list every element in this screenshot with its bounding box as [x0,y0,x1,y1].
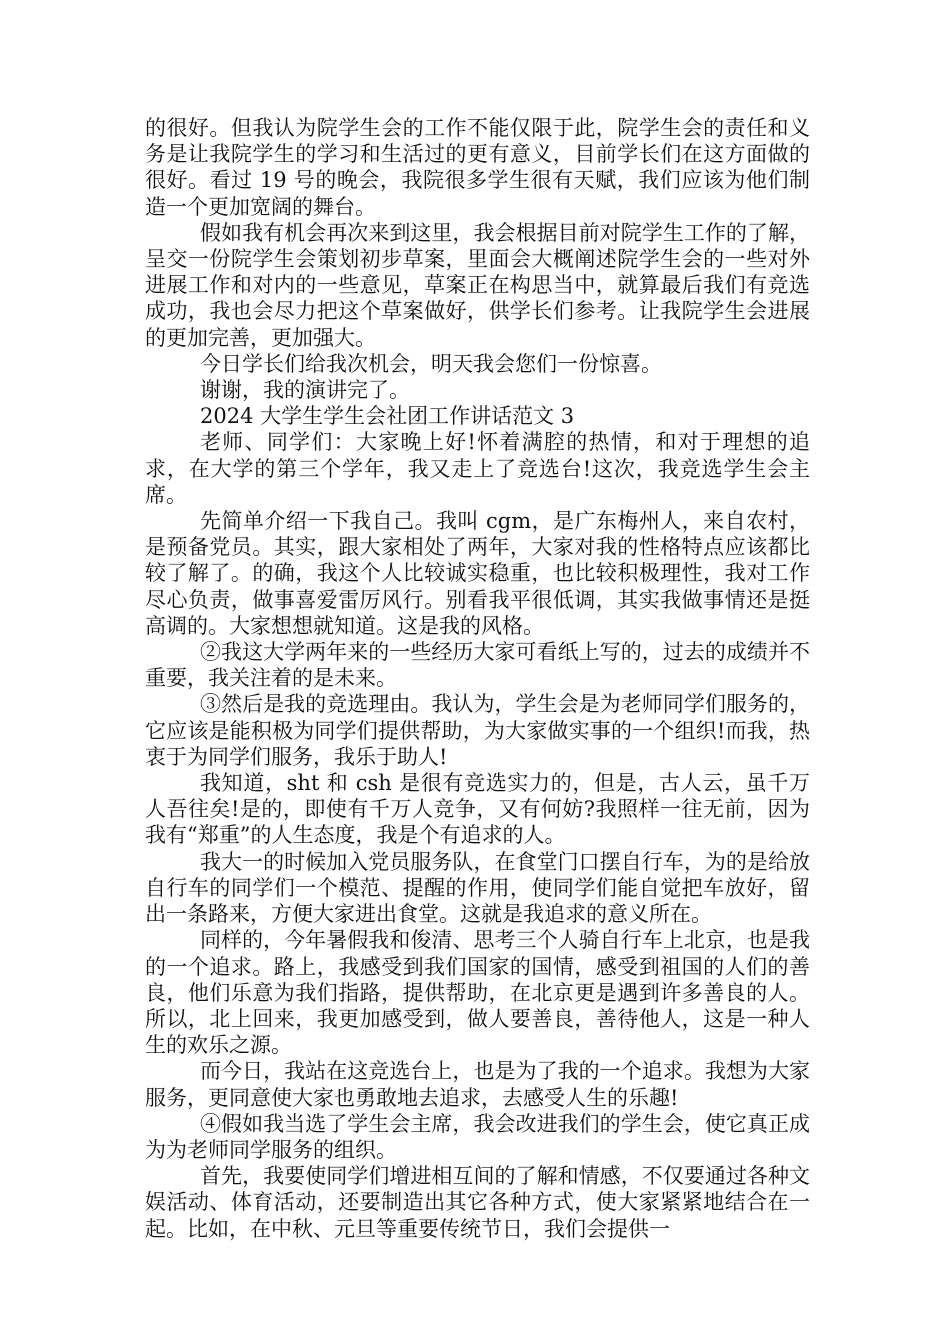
paragraph: 假如我有机会再次来到这里，我会根据目前对院学生工作的了解，呈交一份院学生会策划初步草案，里面会大概阐述院学生会的一些对外进展工作和对内的一些意见，草案正在构思当中，就算最后我们有竞选成功，我也会尽力把这个草案做好，供学长们参考。让我院学生会进展的更加完善，更加强大。 [145,220,810,350]
section-heading: 2024 大学生学生会社团工作讲话范文 3 [200,404,575,429]
document-page [145,115,810,1242]
paragraph: 先简单介绍一下我自己。我叫 cgm，是广东梅州人，来自农村，是预备党员。其实，跟大家相处了两年，大家对我的性格特点应该都比较了解了。的确，我这个人比较诚实稳重，也比较积极理性，我对工作尽心负责，做事喜爱雷厉风行。别看我平很低调，其实我做事情还是挺高调的。大家想想就知道。这是我的风格。 [145,509,810,638]
paragraph: 我知道，sht 和 csh 是很有竞选实力的，但是，古人云，虽千万人吾往矣!是的，即使有千万人竞争，又有何妨?我照样一往无前，因为我有“郑重”的人生态度，我是个有追求的人。 [145,771,810,848]
paragraph: ②我这大学两年来的一些经历大家可看纸上写的，过去的成绩并不重要，我关注着的是未来。 [145,640,810,691]
paragraph: 同样的，今年暑假我和俊清、思考三个人骑自行车上北京，也是我的一个追求。路上，我感受到我们国家的国情，感受到祖国的人们的善良，他们乐意为我们指路，提供帮助，在北京更是遇到许多善良的人。所以，北上回来，我更加感受到，做人要善良，善待他人，这是一种人生的欢乐之源。 [145,928,810,1058]
paragraph: 首先，我要使同学们增进相互间的了解和情感，不仅要通过各种文娱活动、体育活动，还要制造出其它各种方式，使大家紧紧地结合在一起。比如，在中秋、元旦等重要传统节日，我们会提供一 [145,1164,810,1241]
paragraph-continuation: 的很好。但我认为院学生会的工作不能仅限于此，院学生会的责任和义务是让我院学生的学习和生活过的更有意义，目前学长们在这方面做的很好。看过 19 号的晚会，我院很多学生很有天赋，我们应该为他们制造一个更加宽阔的舞台。 [145,116,810,219]
paragraph: ③然后是我的竞选理由。我认为，学生会是为老师同学们服务的，它应该是能积极为同学们提供帮助，为大家做实事的一个组织!而我，热衷于为同学们服务，我乐于助人! [145,692,810,769]
paragraph: 老师、同学们：大家晚上好!怀着满腔的热情，和对于理想的追求，在大学的第三个学年，我又走上了竞选台!这次，我竞选学生会主席。 [145,430,810,507]
paragraph: 谢谢，我的演讲完了。 [200,378,410,403]
paragraph: ④假如我当选了学生会主席，我会改进我们的学生会，使它真正成为为老师同学服务的组织。 [145,1111,810,1162]
paragraph: 今日学长们给我次机会，明天我会您们一份惊喜。 [200,351,662,376]
paragraph: 我大一的时候加入党员服务队，在食堂门口摆自行车，为的是给放自行车的同学们一个模范、提醒的作用，使同学们能自觉把车放好，留出一条路来，方便大家进出食堂。这就是我追求的意义所在。 [145,849,810,927]
paragraph: 而今日，我站在这竞选台上，也是为了我的一个追求。我想为大家服务，更同意使大家也勇敢地去追求，去感受人生的乐趣! [145,1059,810,1110]
